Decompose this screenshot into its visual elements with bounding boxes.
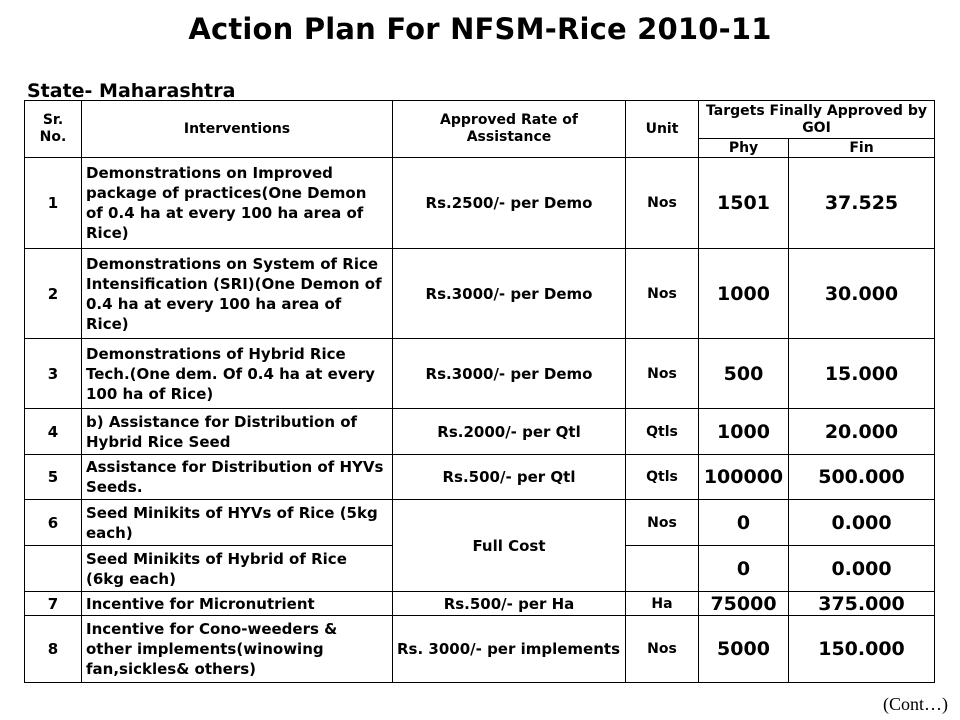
cell-phy: 0 <box>699 546 789 592</box>
cell-sr: 4 <box>25 409 82 455</box>
cell-unit: Nos <box>626 616 699 683</box>
table-row <box>25 158 935 249</box>
header-rate: Approved Rate of Assistance <box>393 101 626 158</box>
cell-intervention: Demonstrations of Hybrid Rice Tech.(One dem. Of 0.4 ha at every 100 ha of Rice) <box>82 339 393 409</box>
cell-unit: Nos <box>626 158 699 249</box>
cell-sr: 7 <box>25 592 82 616</box>
cell-fin: 15.000 <box>789 339 935 409</box>
cell-fin: 500.000 <box>789 455 935 500</box>
state-label: State- Maharashtra <box>27 80 236 102</box>
cell-rate: Rs.2500/- per Demo <box>393 158 626 249</box>
header-targets: Targets Finally Approved by GOI <box>699 101 935 139</box>
continued-note: (Cont…) <box>883 694 948 714</box>
cell-unit: Nos <box>626 500 699 546</box>
cell-intervention: Assistance for Distribution of HYVs Seeds. <box>82 455 393 500</box>
header-unit: Unit <box>626 101 699 158</box>
cell-sr: 1 <box>25 158 82 249</box>
cell-phy: 75000 <box>699 592 789 616</box>
cell-fin: 37.525 <box>789 158 935 249</box>
cell-sr: 5 <box>25 455 82 500</box>
cell-phy: 500 <box>699 339 789 409</box>
cell-rate: Rs.3000/- per Demo <box>393 339 626 409</box>
table-row <box>25 500 935 546</box>
header-sr-no: Sr. No. <box>25 101 82 158</box>
cell-rate: Rs.2000/- per Qtl <box>393 409 626 455</box>
cell-intervention: Demonstrations on System of Rice Intensification (SRI)(One Demon of 0.4 ha at every 100 ha area of Rice) <box>82 249 393 339</box>
header-phy: Phy <box>699 139 789 158</box>
cell-rate: Rs. 3000/- per implements <box>393 616 626 683</box>
cell-sr <box>25 546 82 592</box>
header-interventions: Interventions <box>82 101 393 158</box>
header-fin: Fin <box>789 139 935 158</box>
cell-phy: 100000 <box>699 455 789 500</box>
cell-rate: Rs.3000/- per Demo <box>393 249 626 339</box>
cell-unit: Ha <box>626 592 699 616</box>
cell-fin: 375.000 <box>789 592 935 616</box>
cell-sr: 2 <box>25 249 82 339</box>
cell-fin: 0.000 <box>789 500 935 546</box>
table-row <box>25 616 935 683</box>
cell-unit: Nos <box>626 339 699 409</box>
cell-intervention: Seed Minikits of Hybrid of Rice (6kg each) <box>82 546 393 592</box>
cell-unit: Nos <box>626 249 699 339</box>
cell-rate: Rs.500/- per Ha <box>393 592 626 616</box>
cell-sr: 3 <box>25 339 82 409</box>
cell-rate: Rs.500/- per Qtl <box>393 455 626 500</box>
cell-unit: Qtls <box>626 455 699 500</box>
cell-phy: 1501 <box>699 158 789 249</box>
action-plan-table <box>24 100 935 683</box>
cell-fin: 0.000 <box>789 546 935 592</box>
cell-phy: 0 <box>699 500 789 546</box>
table-row <box>25 455 935 500</box>
header-row <box>25 101 935 139</box>
cell-sr: 8 <box>25 616 82 683</box>
cell-unit <box>626 546 699 592</box>
page-title: Action Plan For NFSM-Rice 2010-11 <box>188 12 772 46</box>
table-row <box>25 409 935 455</box>
cell-phy: 5000 <box>699 616 789 683</box>
table-row <box>25 592 935 616</box>
cell-sr: 6 <box>25 500 82 546</box>
cell-phy: 1000 <box>699 249 789 339</box>
cell-intervention: Seed Minikits of HYVs of Rice (5kg each) <box>82 500 393 546</box>
cell-fin: 20.000 <box>789 409 935 455</box>
cell-unit: Qtls <box>626 409 699 455</box>
cell-intervention: Incentive for Micronutrient <box>82 592 393 616</box>
cell-phy: 1000 <box>699 409 789 455</box>
cell-intervention: Demonstrations on Improved package of practices(One Demon of 0.4 ha at every 100 ha area of Rice) <box>82 158 393 249</box>
cell-intervention: Incentive for Cono-weeders & other implements(winowing fan,sickles& others) <box>82 616 393 683</box>
cell-intervention: b) Assistance for Distribution of Hybrid Rice Seed <box>82 409 393 455</box>
table-row <box>25 339 935 409</box>
cell-rate: Full Cost <box>393 500 626 592</box>
cell-fin: 150.000 <box>789 616 935 683</box>
table-row <box>25 249 935 339</box>
cell-fin: 30.000 <box>789 249 935 339</box>
